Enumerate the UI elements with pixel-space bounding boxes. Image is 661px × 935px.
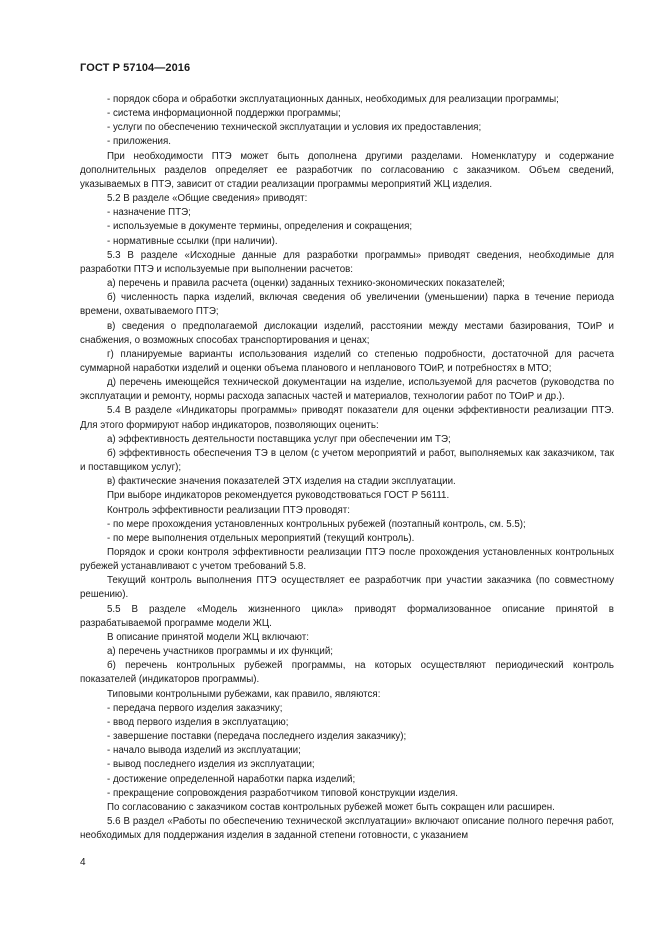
paragraph: - вывод последнего изделия из эксплуатации; <box>107 759 315 771</box>
paragraph: - начало вывода изделий из эксплуатации; <box>107 745 301 757</box>
paragraph: 5.3 В разделе «Исходные данные для разработки программы» приводят сведения, необходимые для разработки ПТЭ и используемые при выполнении расчетов: <box>80 249 614 275</box>
paragraph: Типовыми контрольными рубежами, как правило, являются: <box>107 688 381 700</box>
document-header: ГОСТ Р 57104—2016 <box>80 62 191 74</box>
paragraph: в) сведения о предполагаемой дислокации изделий, расстоянии между местами базирования, ТОиР и снабжения, о возможных способах транспортирования и ценах; <box>80 320 614 346</box>
paragraph: г) планируемые варианты использования изделий со степенью подробности, достаточной для расчета суммарной наработки изделий и оценки объема планового и непланового ТОиР, и потребностях в МТО; <box>80 348 614 374</box>
paragraph: 5.2 В разделе «Общие сведения» приводят: <box>107 193 308 205</box>
paragraph: - назначение ПТЭ; <box>107 207 191 219</box>
paragraph: в) фактические значения показателей ЭТХ изделия на стадии эксплуатации. <box>107 476 456 488</box>
paragraph: - завершение поставки (передача последнего изделия заказчику); <box>107 731 407 743</box>
paragraph: д) перечень имеющейся технической документации на изделие, используемой для расчетов (руководства по эксплуатации и ремонту, нормы расхода запасных частей и материалов, технологии работ по ТОиР и др.). <box>80 377 614 403</box>
paragraph: 5.4 В разделе «Индикаторы программы» приводят показатели для оценки эффективности реализации ПТЭ. Для этого формируют набор индикаторов, позволяющих оценить: <box>80 405 614 431</box>
paragraph: При необходимости ПТЭ может быть дополнена другими разделами. Номенклатуру и содержание дополнительных разделов определяет ее разработчик по согласованию с заказчиком. Объем сведений, указываемых в ПТЭ, зависит от стадии реализации программы мероприятий ЖЦ изделия. <box>80 150 614 190</box>
paragraph: б) численность парка изделий, включая сведения об увеличении (уменьшении) парка в течение периода времени, охватываемого ПТЭ; <box>80 292 614 318</box>
paragraph: - система информационной поддержки программы; <box>107 108 341 120</box>
paragraph: б) эффективность обеспечения ТЭ в целом (с учетом мероприятий и работ, выполняемых как заказчиком, так и поставщиком услуг); <box>80 447 614 474</box>
paragraph: б) перечень контрольных рубежей программы, на которых осуществляют периодический контроль показателей (индикаторов программы). <box>80 660 614 686</box>
paragraph: 5.6 В раздел «Работы по обеспечению технической эксплуатации» включают описание полного перечня работ, необходимых для поддержания изделия в заданной степени готовности, с указанием <box>80 815 614 842</box>
page-number: 4 <box>80 857 86 868</box>
paragraph: Порядок и сроки контроля эффективности реализации ПТЭ после прохождения установленных контрольных рубежей устанавливают с учетом требований 5.8. <box>80 547 614 573</box>
paragraph: а) перечень и правила расчета (оценки) заданных технико-экономических показателей; <box>107 278 505 290</box>
paragraph: В описание принятой модели ЖЦ включают: <box>107 631 309 643</box>
paragraph: - услуги по обеспечению технической эксплуатации и условия их предоставления; <box>107 122 482 134</box>
paragraph: Контроль эффективности реализации ПТЭ проводят: <box>107 504 350 516</box>
paragraph: По согласованию с заказчиком состав контрольных рубежей может быть сокращен или расширен. <box>107 801 555 813</box>
paragraph: - достижение определенной наработки парка изделий; <box>107 773 356 785</box>
paragraph: При выборе индикаторов рекомендуется руководствоваться ГОСТ Р 56111. <box>107 490 450 502</box>
paragraph: - ввод первого изделия в эксплуатацию; <box>107 716 289 728</box>
paragraph: - передача первого изделия заказчику; <box>107 702 283 714</box>
document-body <box>80 93 614 843</box>
paragraph: - по мере прохождения установленных контрольных рубежей (поэтапный контроль, см. 5.5); <box>107 518 526 530</box>
paragraph: - прекращение сопровождения разработчиком типовой конструкции изделия. <box>107 787 458 799</box>
paragraph: - используемые в документе термины, определения и сокращения; <box>107 221 413 233</box>
paragraph: Текущий контроль выполнения ПТЭ осуществляет ее разработчик при участии заказчика (по совместному решению). <box>80 575 614 601</box>
paragraph: - по мере выполнения отдельных мероприятий (текущий контроль). <box>107 532 415 544</box>
paragraph: - нормативные ссылки (при наличии). <box>107 235 278 247</box>
paragraph: а) эффективность деятельности поставщика услуг при обеспечении им ТЭ; <box>107 433 451 445</box>
paragraph: 5.5 В разделе «Модель жизненного цикла» приводят формализованное описание принятой в разрабатываемой программе модели ЖЦ. <box>80 603 614 629</box>
paragraph: - приложения. <box>107 136 171 148</box>
paragraph: - порядок сбора и обработки эксплуатационных данных, необходимых для реализации программы; <box>107 94 559 105</box>
paragraph: а) перечень участников программы и их функций; <box>107 646 333 658</box>
